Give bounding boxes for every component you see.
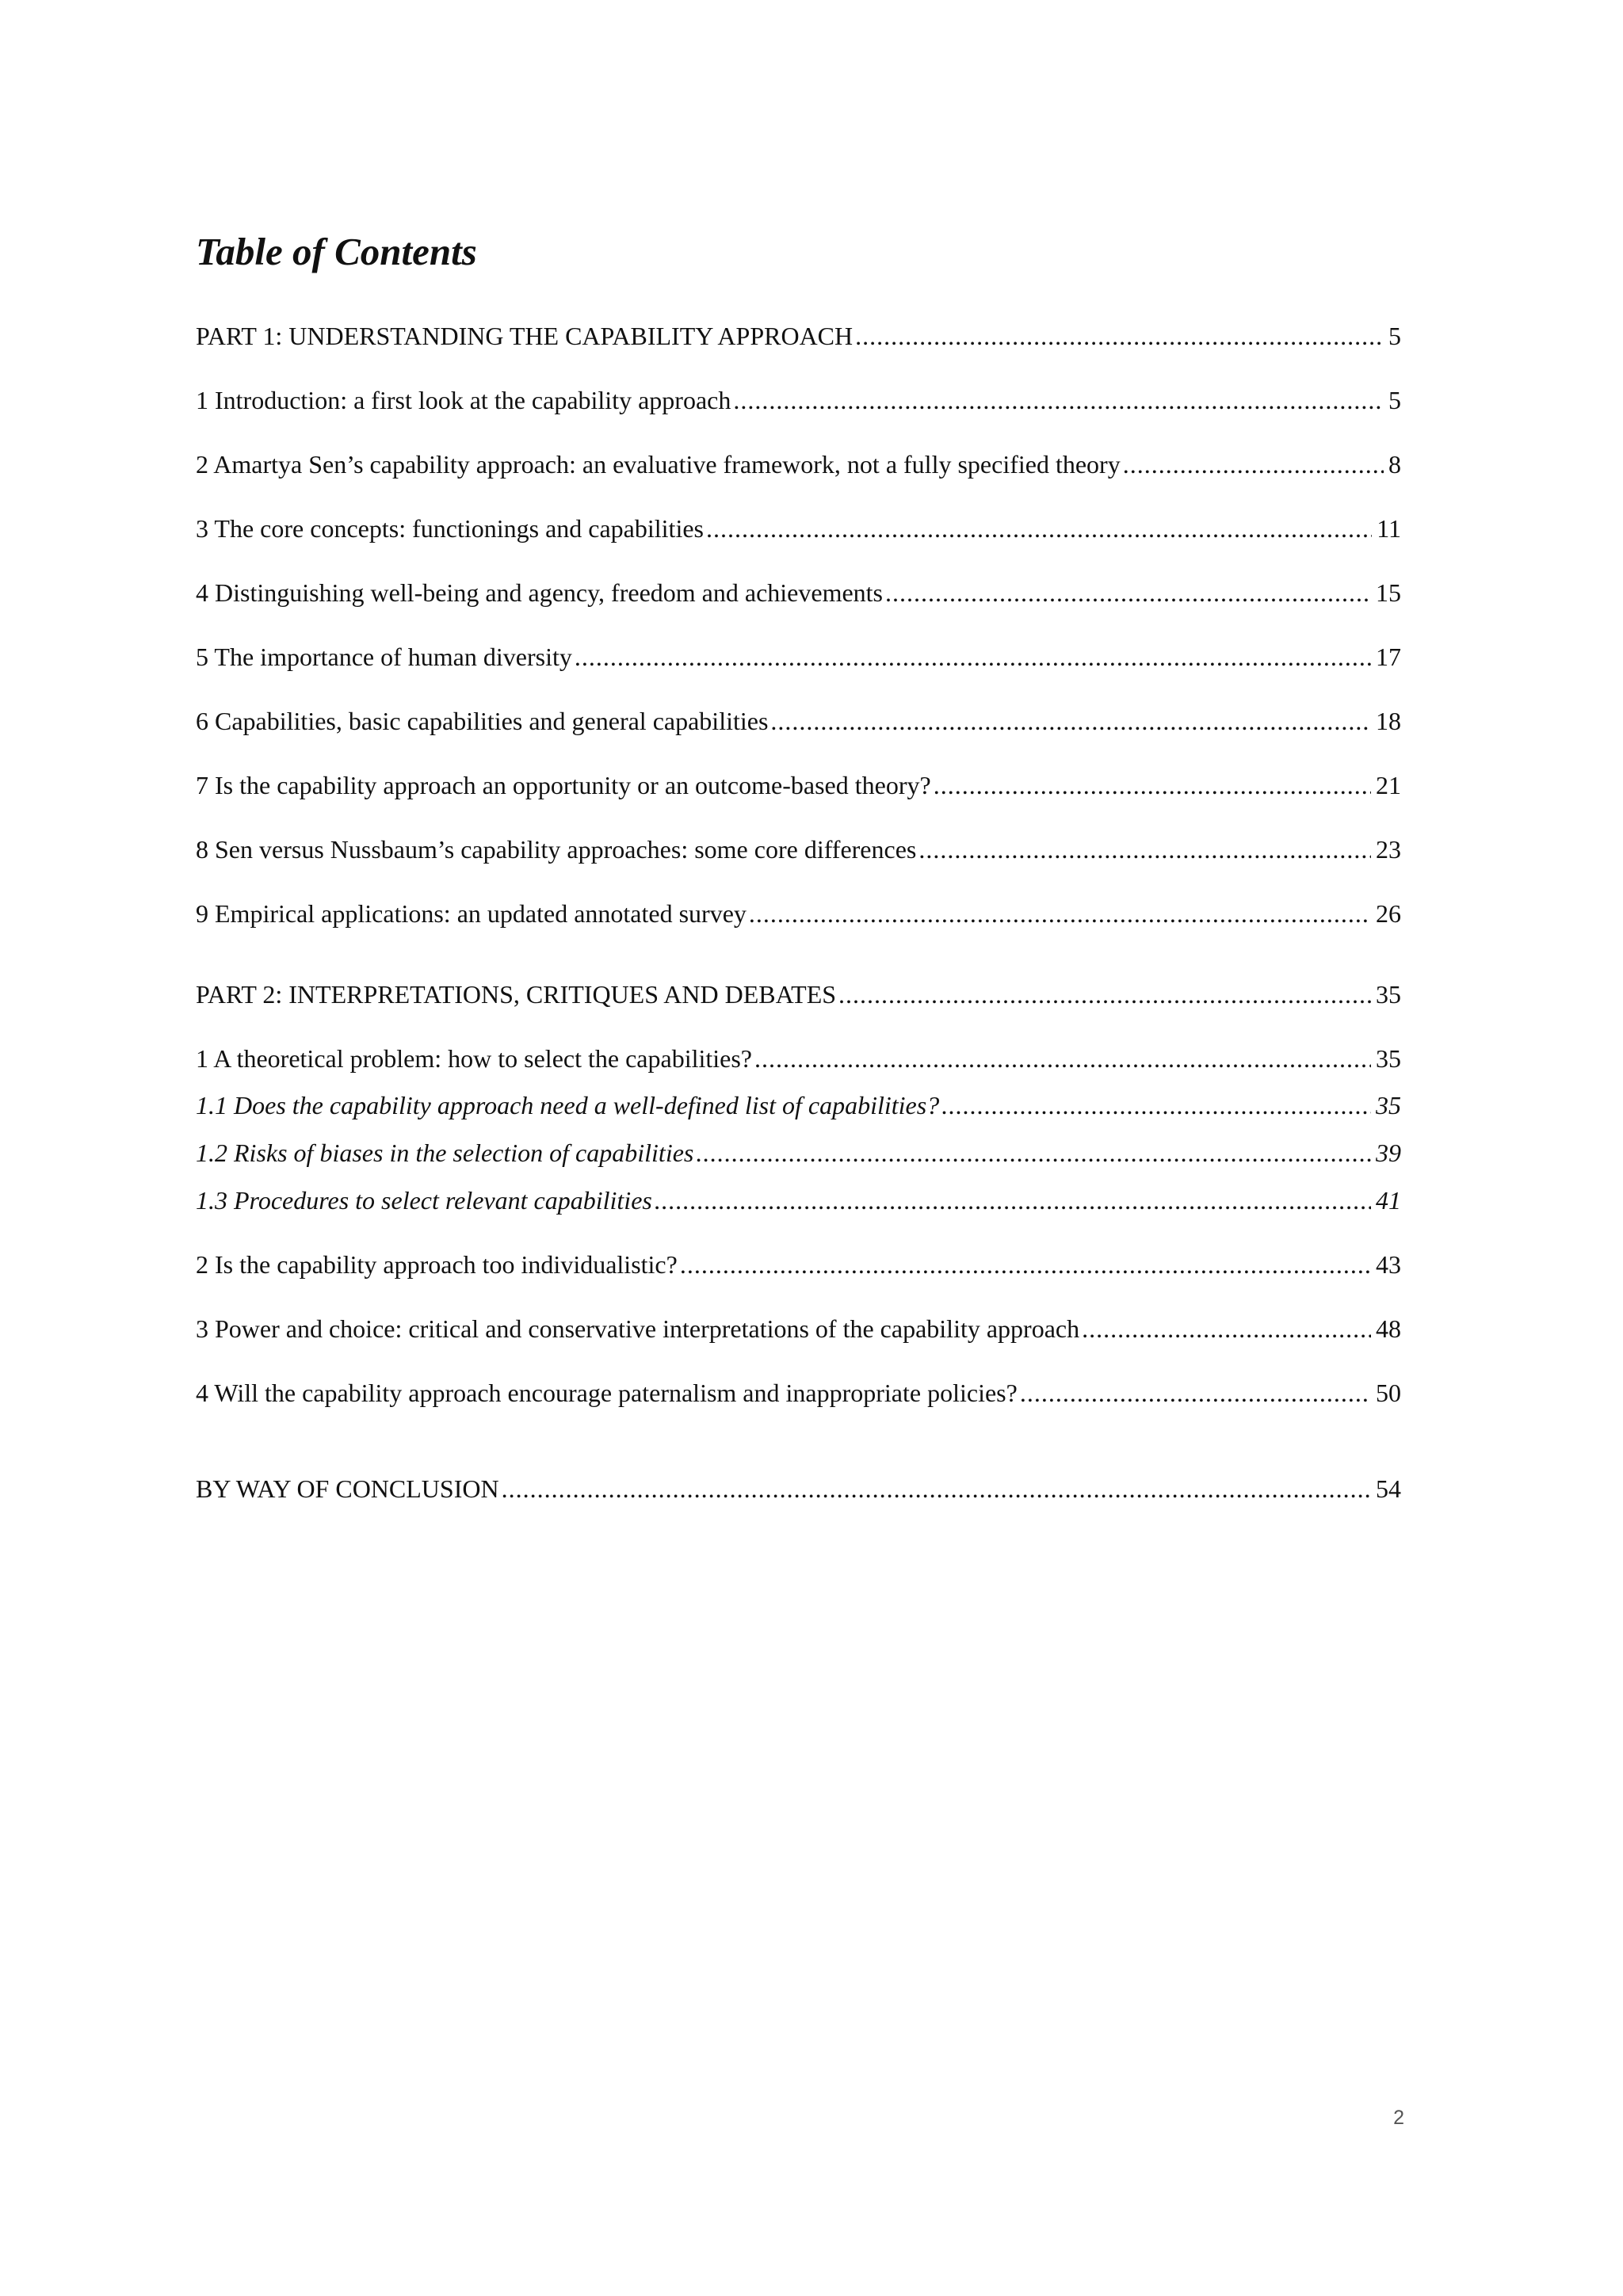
toc-entry-chapter-1-5[interactable] bbox=[196, 639, 1401, 674]
toc-entry-page: 41 bbox=[1376, 1186, 1401, 1215]
toc-dot-leader bbox=[575, 639, 1371, 674]
toc-entry-chapter-1-8[interactable] bbox=[196, 832, 1401, 867]
toc-entry-page: 23 bbox=[1376, 835, 1401, 864]
toc-entry-section-2-1-2[interactable] bbox=[196, 1135, 1401, 1170]
toc-entry-chapter-1-9[interactable] bbox=[196, 896, 1401, 931]
toc-entry-text: 2 Is the capability approach too individualistic? bbox=[196, 1250, 678, 1279]
toc-dot-leader bbox=[696, 1135, 1371, 1170]
toc-entry-text: 1.2 Risks of biases in the selection of capabilities bbox=[196, 1138, 694, 1167]
toc-entry-page: 35 bbox=[1376, 1091, 1401, 1119]
toc-dot-leader bbox=[680, 1247, 1371, 1282]
toc-entry-page: 50 bbox=[1376, 1379, 1401, 1407]
toc-entry-text: 1.3 Procedures to select relevant capabilities bbox=[196, 1186, 652, 1215]
toc-entry-text: 8 Sen versus Nussbaum’s capability approaches: some core differences bbox=[196, 835, 917, 864]
toc-entry-chapter-1-1[interactable] bbox=[196, 383, 1401, 418]
toc-dot-leader bbox=[1123, 447, 1384, 482]
toc-entry-text: 1 Introduction: a first look at the capability approach bbox=[196, 386, 731, 414]
toc-entry-text: 1 A theoretical problem: how to select the capabilities? bbox=[196, 1044, 752, 1073]
toc-entry-section-2-1-1[interactable] bbox=[196, 1088, 1401, 1123]
toc-entry-page: 21 bbox=[1376, 771, 1401, 799]
toc-entry-text: 4 Will the capability approach encourage paternalism and inappropriate policies? bbox=[196, 1379, 1018, 1407]
toc-entry-text: 6 Capabilities, basic capabilities and general capabilities bbox=[196, 707, 769, 735]
toc-entry-text: BY WAY OF CONCLUSION bbox=[196, 1474, 499, 1503]
toc-entry-text: 5 The importance of human diversity bbox=[196, 643, 572, 671]
toc-dot-leader bbox=[749, 896, 1371, 931]
toc-dot-leader bbox=[706, 511, 1372, 546]
toc-entry-section-2-1-3[interactable] bbox=[196, 1183, 1401, 1218]
toc-dot-leader bbox=[941, 1088, 1371, 1123]
toc-entry-part-2[interactable] bbox=[196, 977, 1401, 1012]
toc-entry-chapter-2-2[interactable] bbox=[196, 1247, 1401, 1282]
toc-dot-leader bbox=[838, 977, 1371, 1012]
toc-entry-page: 11 bbox=[1377, 514, 1401, 543]
toc-entry-text: 3 The core concepts: functionings and capabilities bbox=[196, 514, 704, 543]
toc-dot-leader bbox=[885, 575, 1371, 610]
toc-entry-page: 15 bbox=[1376, 578, 1401, 607]
toc-entry-page: 18 bbox=[1376, 707, 1401, 735]
toc-entry-page: 8 bbox=[1388, 450, 1401, 479]
toc-entry-text: 9 Empirical applications: an updated annotated survey bbox=[196, 899, 747, 928]
toc-entry-chapter-1-3[interactable] bbox=[196, 511, 1401, 546]
toc-dot-leader bbox=[754, 1041, 1371, 1076]
toc-dot-leader bbox=[733, 383, 1384, 418]
page-number: 2 bbox=[1393, 2107, 1404, 2129]
toc-entry-text: 2 Amartya Sen’s capability approach: an evaluative framework, not a fully specified theory bbox=[196, 450, 1121, 479]
toc-entry-page: 35 bbox=[1376, 980, 1401, 1009]
toc-entry-text: 7 Is the capability approach an opportunity or an outcome-based theory? bbox=[196, 771, 931, 799]
toc-entry-page: 54 bbox=[1376, 1474, 1401, 1503]
toc-entry-chapter-1-6[interactable] bbox=[196, 704, 1401, 738]
toc-entry-text: PART 1: UNDERSTANDING THE CAPABILITY APPROACH bbox=[196, 322, 854, 350]
toc-title: Table of Contents bbox=[196, 230, 477, 273]
toc-entry-chapter-1-4[interactable] bbox=[196, 575, 1401, 610]
toc-entry-page: 48 bbox=[1376, 1314, 1401, 1343]
toc-entry-chapter-1-7[interactable] bbox=[196, 768, 1401, 803]
toc-entry-page: 43 bbox=[1376, 1250, 1401, 1279]
toc-entry-chapter-2-3[interactable] bbox=[196, 1311, 1401, 1346]
toc-dot-leader bbox=[655, 1183, 1371, 1218]
toc-entry-page: 35 bbox=[1376, 1044, 1401, 1073]
toc-entry-part-1[interactable] bbox=[196, 318, 1401, 353]
toc-entry-chapter-1-2[interactable] bbox=[196, 447, 1401, 482]
toc-dot-leader bbox=[770, 704, 1371, 738]
toc-dot-leader bbox=[934, 768, 1371, 803]
toc-entry-text: 1.1 Does the capability approach need a well-defined list of capabilities? bbox=[196, 1091, 940, 1119]
toc-entry-text: 3 Power and choice: critical and conservative interpretations of the capability approach bbox=[196, 1314, 1080, 1343]
toc-entry-text: PART 2: INTERPRETATIONS, CRITIQUES AND DEBATES bbox=[196, 980, 837, 1009]
toc-entry-page: 26 bbox=[1376, 899, 1401, 928]
toc-dot-leader bbox=[855, 318, 1384, 353]
toc-entry-page: 39 bbox=[1376, 1138, 1401, 1167]
toc-entry-text: 4 Distinguishing well-being and agency, freedom and achievements bbox=[196, 578, 883, 607]
toc-entry-page: 17 bbox=[1376, 643, 1401, 671]
toc-entry-page: 5 bbox=[1388, 386, 1401, 414]
toc-entry-chapter-2-1[interactable] bbox=[196, 1041, 1401, 1076]
toc-entry-conclusion[interactable] bbox=[196, 1471, 1401, 1506]
toc-entry-chapter-2-4[interactable] bbox=[196, 1375, 1401, 1410]
toc-dot-leader bbox=[1020, 1375, 1371, 1410]
toc-dot-leader bbox=[918, 832, 1371, 867]
toc-entry-page: 5 bbox=[1388, 322, 1401, 350]
toc-dot-leader bbox=[1082, 1311, 1371, 1346]
toc-dot-leader bbox=[502, 1471, 1371, 1506]
